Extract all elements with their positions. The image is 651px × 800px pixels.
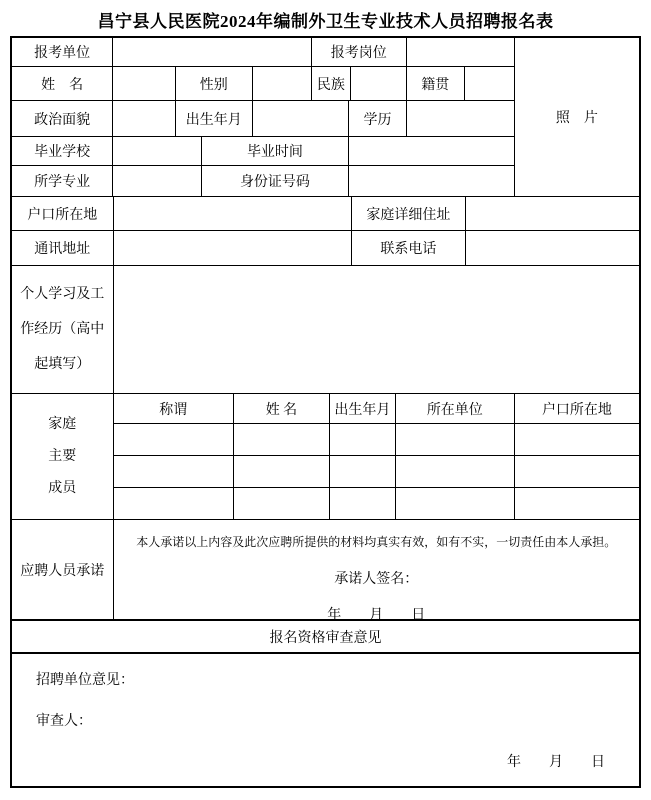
family-header-name: 姓 名	[234, 394, 330, 423]
family-cell[interactable]	[396, 456, 515, 487]
label-gender: 性别	[176, 67, 253, 100]
family-row	[114, 424, 639, 456]
form-row	[12, 231, 639, 266]
field-education[interactable]	[407, 101, 514, 136]
form-row	[12, 38, 514, 67]
top-section	[12, 38, 639, 197]
family-cell[interactable]	[330, 456, 396, 487]
form-row	[12, 137, 514, 166]
field-gender[interactable]	[253, 67, 312, 100]
family-cell[interactable]	[515, 488, 639, 519]
photo-cell[interactable]	[515, 38, 639, 196]
family-section	[12, 394, 639, 520]
family-cell[interactable]	[114, 424, 234, 455]
label-ethnicity: 民族	[312, 67, 352, 100]
label-hukou-location: 户口所在地	[12, 197, 114, 230]
commitment-content	[114, 520, 639, 623]
top-left-grid	[12, 38, 515, 196]
employer-opinion-label: 招聘单位意见：	[36, 673, 134, 688]
photo-label: 照 片	[555, 111, 598, 126]
field-experience[interactable]	[114, 266, 639, 393]
family-cell[interactable]	[396, 488, 515, 519]
label-major: 所学专业	[12, 166, 113, 196]
field-application-position[interactable]	[407, 38, 514, 66]
audit-header: 报名资格审查意见	[12, 621, 639, 654]
family-cell[interactable]	[234, 424, 330, 455]
field-graduate-school[interactable]	[113, 137, 201, 165]
family-header-workunit: 所在单位	[396, 394, 515, 423]
field-mailing-address[interactable]	[114, 231, 352, 265]
field-hukou-location[interactable]	[114, 197, 352, 230]
field-id-number[interactable]	[349, 166, 514, 196]
commitment-signature-label[interactable]: 承诺人签名：	[334, 572, 419, 587]
label-family-members: 家庭 主要 成员	[12, 394, 114, 519]
family-cell[interactable]	[515, 424, 639, 455]
family-table	[114, 394, 639, 519]
label-application-unit: 报考单位	[12, 38, 113, 66]
commitment-row	[12, 520, 639, 621]
label-native-place: 籍贯	[407, 67, 465, 100]
form-row	[12, 166, 514, 196]
label-political-status: 政治面貌	[12, 101, 113, 136]
commitment-date-line[interactable]: 年 月 日	[327, 608, 426, 623]
label-commitment: 应聘人员承诺	[12, 520, 114, 619]
field-major[interactable]	[113, 166, 201, 196]
family-row	[114, 456, 639, 488]
label-mailing-address: 通讯地址	[12, 231, 114, 265]
family-header-hukou: 户口所在地	[541, 402, 612, 418]
field-application-unit[interactable]	[113, 38, 311, 66]
label-application-position: 报考岗位	[312, 38, 407, 66]
audit-opinion-cell[interactable]	[12, 654, 639, 786]
form-title: 昌宁县人民医院2024年编制外卫生专业技术人员招聘报名表	[97, 12, 554, 31]
experience-row	[12, 266, 639, 394]
family-cell[interactable]	[330, 488, 396, 519]
label-birth-date: 出生年月	[176, 101, 253, 136]
family-header-row	[114, 394, 639, 424]
field-native-place[interactable]	[465, 67, 514, 100]
label-id-number: 身份证号码	[202, 166, 350, 196]
family-header-birth: 出生年月	[330, 394, 396, 423]
field-ethnicity[interactable]	[351, 67, 407, 100]
label-phone: 联系电话	[352, 231, 466, 265]
family-cell[interactable]	[234, 488, 330, 519]
label-name: 姓 名	[12, 67, 113, 100]
form-row	[12, 101, 514, 137]
family-cell[interactable]	[114, 488, 234, 519]
reviewer-label: 审查人：	[36, 714, 92, 729]
form-row	[12, 67, 514, 101]
field-home-address[interactable]	[466, 197, 639, 230]
family-cell[interactable]	[330, 424, 396, 455]
label-experience: 个人学习及工 作经历（高中 起填写）	[12, 266, 114, 393]
field-graduation-date[interactable]	[349, 137, 514, 165]
field-phone[interactable]	[466, 231, 639, 265]
commitment-text: 本人承诺以上内容及此次应聘所提供的材料均真实有效，如有不实，一切责任由本人承担。	[136, 535, 617, 549]
application-form-table	[10, 36, 641, 788]
family-header-relation: 称谓	[114, 394, 234, 423]
family-cell[interactable]	[396, 424, 515, 455]
family-cell[interactable]	[114, 456, 234, 487]
family-row	[114, 488, 639, 519]
field-political-status[interactable]	[113, 101, 175, 136]
label-graduation-date: 毕业时间	[202, 137, 350, 165]
family-cell[interactable]	[515, 456, 639, 487]
audit-date-line: 年 月 日	[507, 755, 605, 770]
field-name[interactable]	[113, 67, 175, 100]
family-cell[interactable]	[234, 456, 330, 487]
field-birth-date[interactable]	[253, 101, 349, 136]
label-education: 学历	[349, 101, 407, 136]
label-graduate-school: 毕业学校	[12, 137, 113, 165]
label-home-address: 家庭详细住址	[352, 197, 466, 230]
form-row	[12, 197, 639, 231]
